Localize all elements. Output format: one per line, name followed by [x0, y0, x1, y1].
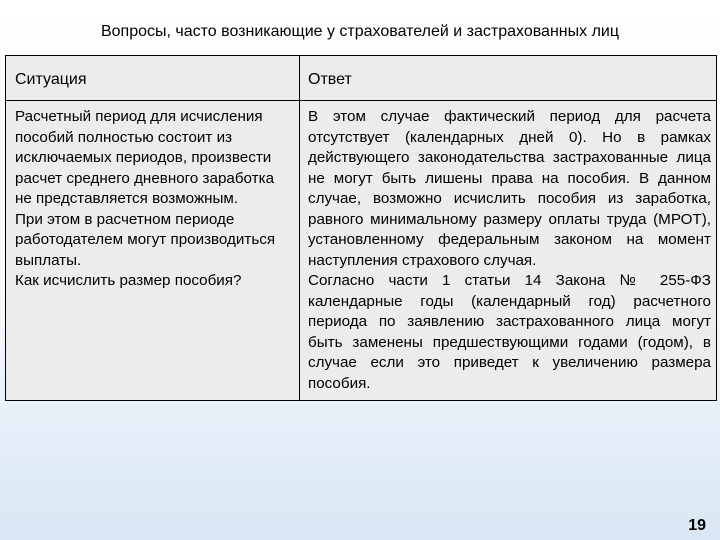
- answer-paragraph-2: Согласно части 1 статьи 14 Закона № 255-ФЗ календарные годы (календарный год) расчетного периода по заявлению застрахованного лица могут быть заменены предшествующими годами (годом), в случае если это приведет к увеличению размера пособия.: [308, 272, 711, 392]
- slide-title: Вопросы, часто возникающие у страхователей и застрахованных лиц: [100, 23, 619, 40]
- qa-table: [5, 55, 717, 401]
- table-header-row: [6, 56, 717, 101]
- header-situation-label: Ситуация: [15, 71, 87, 88]
- answer-cell: [300, 101, 717, 401]
- situation-paragraph-3: Как исчислить размер пособия?: [15, 272, 242, 289]
- situation-paragraph-2: При этом в расчетном периоде работодателем могут производиться выплаты.: [15, 210, 276, 269]
- table-row: [6, 101, 717, 401]
- header-cell-answer: [300, 56, 717, 101]
- situation-cell: [6, 101, 300, 401]
- answer-paragraph-1: В этом случае фактический период для расчета отсутствует (календарных дней 0). Но в рамках действующего законодательства застрахованные лица не могут быть лишены права на пособия. В данном случае, возможно исчислить пособия из заработка, равного минимальному размеру оплаты труда (МРОТ), установленному федеральным законом на момент наступления страхового случая.: [308, 108, 711, 269]
- header-answer-label: Ответ: [308, 71, 352, 88]
- situation-paragraph-1: Расчетный период для исчисления пособий полностью состоит из исключаемых периодов, произвести расчет среднего дневного заработка не представляется возможным.: [15, 108, 275, 207]
- header-cell-situation: [6, 56, 300, 101]
- page-number: 19: [688, 517, 706, 534]
